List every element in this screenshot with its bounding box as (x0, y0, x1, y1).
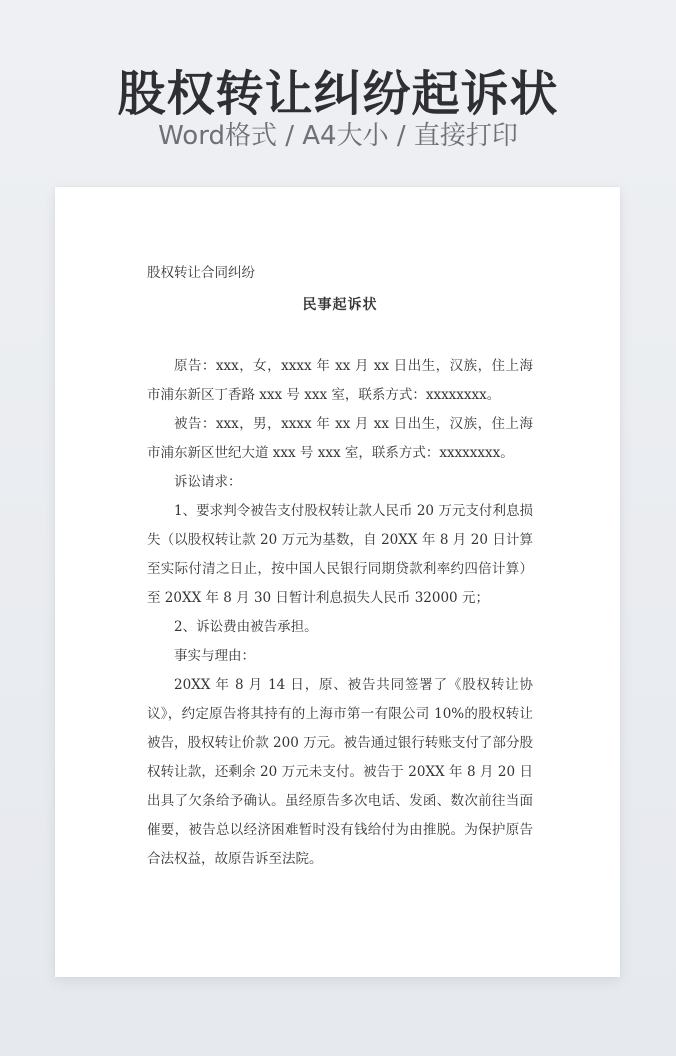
plaintiff-paragraph: 原告：xxx，女，xxxx 年 xx 月 xx 日出生，汉族，住上海市浦东新区丁香路 xxx 号 xxx 室，联系方式：xxxxxxxx。 (147, 358, 533, 403)
defendant-paragraph: 被告：xxx，男，xxxx 年 xx 月 xx 日出生，汉族，住上海市浦东新区世纪大道 xxx 号 xxx 室，联系方式：xxxxxxxx。 (147, 416, 533, 461)
facts-paragraph: 20XX 年 8 月 14 日，原、被告共同签署了《股权转让协议》，约定原告将其持有的上海市第一有限公司 10%的股权转让被告，股权转让价款 200 万元。被告通过银行转账支付了部分股权转让款，还剩余 20 万元未支付。被告于 20XX 年 8 月 20 日出具了欠条给予确认。虽经原告多次电话、发函、数次前往当面催要，被告总以经济困难暂时没有钱给付为由推脱。为保护原告合法权益，故原告诉至法院。 (147, 677, 533, 867)
document-content (147, 263, 533, 874)
claims-heading: 诉讼请求： (174, 474, 242, 490)
claim-item-2: 2、诉讼费由被告承担。 (174, 619, 318, 635)
document-title: 民事起诉状 (302, 297, 378, 313)
case-type: 股权转让合同纠纷 (147, 265, 255, 281)
facts-heading: 事实与理由： (174, 648, 255, 664)
document-page (55, 187, 620, 977)
document-body (147, 352, 533, 874)
claim-item-1: 1、要求判令被告支付股权转让款人民币 20 万元支付利息损失（以股权转让款 20 万元为基数，自 20XX 年 8 月 20 日计算至实际付清之日止，按中国人民银行同期贷款利率约四倍计算）至 20XX 年 8 月 30 日暂计利息损失人民币 32000 元； (147, 503, 533, 606)
page-title: 股权转让纠纷起诉状 (117, 66, 559, 122)
page-subtitle: Word格式 / A4大小 / 直接打印 (158, 121, 518, 151)
